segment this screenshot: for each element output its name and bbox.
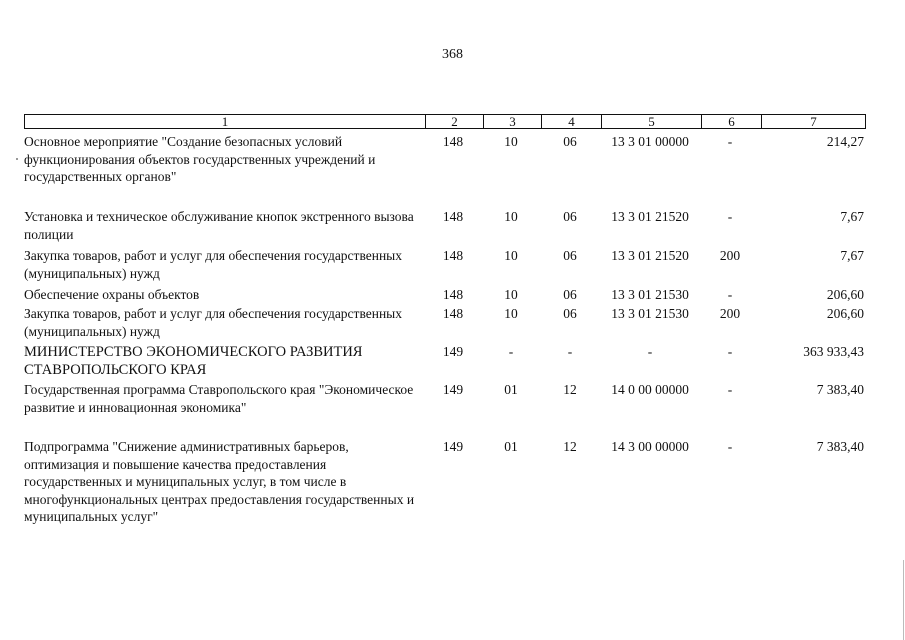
header-col-1: 1 (221, 114, 229, 129)
row-col-7: 214,27 (826, 134, 864, 149)
row-col-7: 206,60 (826, 287, 864, 302)
row-col-7: 7,67 (840, 209, 864, 224)
header-col-7: 7 (761, 115, 865, 128)
row-col-6: - (727, 439, 733, 454)
row-col-6: - (727, 134, 733, 149)
row-col-4: 06 (563, 209, 577, 224)
row-col-4: 06 (563, 306, 577, 321)
row-col-3: - (508, 344, 514, 359)
row-col-7: 7 383,40 (816, 382, 864, 397)
row-col-6: 200 (719, 248, 741, 263)
row-col-5: 13 3 01 21530 (611, 287, 689, 302)
row-col-3: 10 (504, 209, 518, 224)
row-col-7: 363 933,43 (803, 344, 864, 359)
row-col-3: 01 (504, 382, 518, 397)
row-col-3: 10 (504, 248, 518, 263)
scan-speck (16, 158, 18, 160)
table-header (24, 114, 866, 129)
row-col-4: 06 (563, 248, 577, 263)
row-col-4: 06 (563, 134, 577, 149)
row-name: Обеспечение охраны объектов (24, 287, 200, 302)
row-name: Государственная программа Ставропольского края "Экономическое развитие и инновационная экономика" (24, 382, 414, 415)
row-col-2: 148 (442, 287, 464, 302)
row-col-2: 148 (442, 209, 464, 224)
row-col-2: 149 (442, 382, 464, 397)
page-number: 368 (442, 47, 463, 62)
row-col-7: 7 383,40 (816, 439, 864, 454)
row-col-5: 13 3 01 21520 (611, 209, 689, 224)
row-col-6: - (727, 344, 733, 359)
header-col-5: 5 (601, 115, 701, 128)
row-col-5: 13 3 01 21520 (611, 248, 689, 263)
header-col-4: 4 (541, 115, 601, 128)
row-col-2: 148 (442, 134, 464, 149)
row-col-7: 7,67 (840, 248, 864, 263)
row-col-2: 149 (442, 344, 464, 359)
row-col-5: 13 3 01 21530 (611, 306, 689, 321)
row-name: Основное мероприятие "Создание безопасных условий функционирования объектов государственных учреждений и государственных органов" (24, 134, 376, 184)
row-col-4: 12 (563, 439, 577, 454)
row-col-4: 06 (563, 287, 577, 302)
row-name: Закупка товаров, работ и услуг для обеспечения государственных (муниципальных) нужд (24, 306, 403, 339)
row-name: Закупка товаров, работ и услуг для обеспечения государственных (муниципальных) нужд (24, 248, 403, 281)
row-col-3: 01 (504, 439, 518, 454)
row-col-6: 200 (719, 306, 741, 321)
row-col-5: - (647, 344, 653, 359)
row-col-2: 148 (442, 306, 464, 321)
row-col-3: 10 (504, 306, 518, 321)
page-edge-line (903, 560, 904, 640)
row-name: Установка и техническое обслуживание кнопок экстренного вызова полиции (24, 209, 414, 242)
row-col-6: - (727, 287, 733, 302)
row-col-3: 10 (504, 287, 518, 302)
row-col-6: - (727, 382, 733, 397)
row-col-6: - (727, 209, 733, 224)
header-col-6: 6 (701, 115, 761, 128)
row-col-2: 148 (442, 248, 464, 263)
row-name: Подпрограмма "Снижение административных барьеров, оптимизация и повышение качества предоставления государственных и муниципальных услуг, в том числе в многофункциональных центрах предоставления государственных и муниципальных услуг" (24, 439, 415, 524)
row-col-2: 149 (442, 439, 464, 454)
row-col-4: - (567, 344, 573, 359)
row-name: МИНИСТЕРСТВО ЭКОНОМИЧЕСКОГО РАЗВИТИЯ СТАВРОПОЛЬСКОГО КРАЯ (24, 344, 363, 378)
row-col-5: 13 3 01 00000 (611, 134, 689, 149)
row-col-5: 14 3 00 00000 (611, 439, 689, 454)
header-col-3: 3 (483, 115, 541, 128)
row-col-3: 10 (504, 134, 518, 149)
header-col-2: 2 (425, 115, 483, 128)
row-col-5: 14 0 00 00000 (611, 382, 689, 397)
row-col-4: 12 (563, 382, 577, 397)
row-col-7: 206,60 (826, 306, 864, 321)
